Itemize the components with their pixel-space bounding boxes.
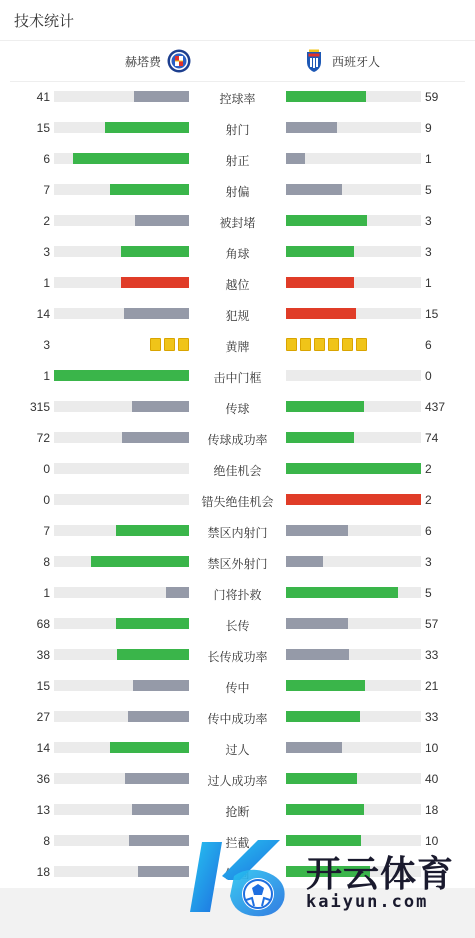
away-value: 74	[425, 431, 439, 445]
yellow-card-icon	[328, 338, 339, 351]
away-value: 5	[425, 183, 432, 197]
stat-row	[0, 670, 475, 701]
stats-header	[0, 0, 475, 41]
away-bar-track	[286, 184, 421, 195]
away-value: 5	[425, 586, 432, 600]
home-value: 0	[43, 493, 50, 507]
home-value: 8	[43, 555, 50, 569]
yellow-card-icon	[286, 338, 297, 351]
away-bar-track	[286, 804, 421, 815]
home-bar-track	[54, 122, 189, 133]
away-value: 33	[425, 648, 439, 662]
away-yellow-cards	[286, 338, 367, 351]
stat-label: 过人	[225, 743, 250, 757]
stat-label: 长传成功率	[207, 650, 268, 664]
away-bar-track	[286, 277, 421, 288]
home-yellow-cards	[150, 338, 189, 351]
home-bar-track	[54, 804, 189, 815]
away-bar-fill	[286, 556, 323, 567]
away-value: 15	[425, 307, 439, 321]
home-value: 36	[36, 772, 50, 786]
away-value: 57	[425, 617, 439, 631]
away-bar-fill	[286, 649, 349, 660]
away-value: 10	[425, 741, 439, 755]
home-bar-fill	[105, 122, 189, 133]
stat-label: 传球	[225, 402, 250, 416]
stat-row	[0, 329, 475, 360]
home-bar-fill	[128, 711, 189, 722]
stat-label: 错失绝佳机会	[201, 495, 274, 509]
home-bar-track	[54, 773, 189, 784]
teams-row	[10, 41, 465, 82]
home-bar-track	[54, 401, 189, 412]
away-value: 40	[425, 772, 439, 786]
stat-row	[0, 484, 475, 515]
yellow-card-icon	[178, 338, 189, 351]
home-value: 1	[43, 586, 50, 600]
away-bar-track	[286, 308, 421, 319]
home-bar-fill	[73, 153, 189, 164]
home-bar-track	[54, 680, 189, 691]
yellow-card-icon	[150, 338, 161, 351]
away-value: 10	[425, 834, 439, 848]
stat-row	[0, 577, 475, 608]
home-bar-fill	[121, 277, 189, 288]
away-bar-fill	[286, 804, 364, 815]
home-bar-fill	[110, 184, 189, 195]
home-bar-track	[54, 649, 189, 660]
home-bar-fill	[138, 866, 189, 877]
home-bar-track	[54, 246, 189, 257]
stat-label: 长传	[225, 619, 250, 633]
away-value: 21	[425, 679, 439, 693]
stat-row	[0, 205, 475, 236]
kaiyun-k-logo-icon	[188, 836, 298, 920]
away-bar-fill	[286, 494, 421, 505]
away-bar-fill	[286, 246, 354, 257]
away-value: 1	[425, 152, 432, 166]
home-bar-track	[54, 91, 189, 102]
yellow-card-icon	[314, 338, 325, 351]
home-bar-track	[54, 494, 189, 505]
away-bar-track	[286, 122, 421, 133]
home-value: 38	[36, 648, 50, 662]
home-bar-track	[54, 711, 189, 722]
home-value: 3	[43, 245, 50, 259]
home-value: 15	[36, 679, 50, 693]
away-bar-fill	[286, 215, 367, 226]
away-bar-track	[286, 432, 421, 443]
stat-row	[0, 794, 475, 825]
away-bar-fill	[286, 463, 421, 474]
home-bar-fill	[135, 215, 189, 226]
away-bar-fill	[286, 153, 305, 164]
away-value: 3	[425, 555, 432, 569]
stat-label: 禁区外射门	[207, 557, 268, 571]
away-bar-fill	[286, 525, 348, 536]
stat-label: 抢断	[225, 805, 250, 819]
away-bar-fill	[286, 277, 354, 288]
away-bar-fill	[286, 587, 398, 598]
home-value: 27	[36, 710, 50, 724]
home-value: 1	[43, 276, 50, 290]
stat-row	[0, 515, 475, 546]
stat-label: 传球成功率	[207, 433, 268, 447]
stat-row	[0, 81, 475, 112]
stat-label: 拦截	[225, 836, 250, 850]
stat-row	[0, 453, 475, 484]
away-bar-track	[286, 587, 421, 598]
home-bar-track	[54, 556, 189, 567]
home-value: 41	[36, 90, 50, 104]
stat-row	[0, 174, 475, 205]
home-bar-track	[54, 525, 189, 536]
stat-label: 射门	[225, 123, 250, 137]
away-bar-track	[286, 556, 421, 567]
home-bar-track	[54, 432, 189, 443]
home-value: 14	[36, 741, 50, 755]
home-value: 18	[36, 865, 50, 879]
stat-row	[0, 639, 475, 670]
home-value: 2	[43, 214, 50, 228]
away-bar-fill	[286, 680, 365, 691]
away-value: 2	[425, 462, 432, 476]
stat-row	[0, 236, 475, 267]
home-value: 14	[36, 307, 50, 321]
home-value: 8	[43, 834, 50, 848]
away-bar-track	[286, 773, 421, 784]
home-bar-track	[54, 463, 189, 474]
home-value: 72	[36, 431, 50, 445]
home-bar-track	[54, 835, 189, 846]
away-bar-track	[286, 680, 421, 691]
away-value: 2	[425, 493, 432, 507]
espanyol-crest-icon	[302, 49, 326, 73]
stats-list	[0, 81, 475, 887]
away-value: 33	[425, 710, 439, 724]
away-bar-fill	[286, 184, 342, 195]
stat-label: 过人成功率	[207, 774, 268, 788]
home-value: 15	[36, 121, 50, 135]
home-value: 68	[36, 617, 50, 631]
away-value: 6	[425, 524, 432, 538]
away-bar-track	[286, 463, 421, 474]
getafe-crest-icon	[167, 49, 191, 73]
stat-row	[0, 112, 475, 143]
away-team	[302, 49, 380, 73]
home-bar-fill	[132, 804, 189, 815]
away-value: 3	[425, 214, 432, 228]
home-bar-fill	[116, 618, 189, 629]
stat-label: 射正	[225, 154, 250, 168]
home-bar-fill	[134, 91, 189, 102]
stat-row	[0, 422, 475, 453]
home-bar-track	[54, 370, 189, 381]
stat-label: 传中	[225, 681, 250, 695]
away-team-name: 西班牙人	[332, 54, 381, 69]
away-bar-fill	[286, 711, 360, 722]
brand-name: 开云体育	[306, 854, 455, 895]
home-bar-track	[54, 184, 189, 195]
stat-label: 传中成功率	[207, 712, 268, 726]
away-bar-track	[286, 401, 421, 412]
away-value: 18	[425, 803, 439, 817]
home-bar-fill	[166, 587, 189, 598]
home-bar-track	[54, 618, 189, 629]
home-bar-track	[54, 866, 189, 877]
away-value: 1	[425, 276, 432, 290]
home-value: 1	[43, 369, 50, 383]
stat-label: 击中门框	[213, 371, 262, 385]
home-bar-fill	[116, 525, 189, 536]
yellow-card-icon	[164, 338, 175, 351]
home-bar-fill	[129, 835, 189, 846]
home-value: 13	[36, 803, 50, 817]
stat-label: 控球率	[219, 92, 256, 106]
home-bar-track	[54, 153, 189, 164]
stat-label: 犯规	[225, 309, 250, 323]
away-bar-fill	[286, 618, 348, 629]
home-bar-fill	[110, 742, 189, 753]
stat-row	[0, 298, 475, 329]
away-value: 3	[425, 245, 432, 259]
away-bar-track	[286, 742, 421, 753]
away-bar-track	[286, 370, 421, 381]
away-bar-track	[286, 91, 421, 102]
yellow-card-icon	[342, 338, 353, 351]
away-bar-fill	[286, 773, 357, 784]
away-bar-track	[286, 525, 421, 536]
stat-row	[0, 763, 475, 794]
home-team-name: 赫塔费	[125, 54, 162, 69]
home-team	[125, 49, 191, 73]
stat-row	[0, 608, 475, 639]
away-bar-track	[286, 649, 421, 660]
stat-label: 被封堵	[219, 216, 256, 230]
stat-row	[0, 732, 475, 763]
home-bar-fill	[132, 401, 189, 412]
home-bar-fill	[133, 680, 189, 691]
stat-row	[0, 360, 475, 391]
home-value: 7	[43, 524, 50, 538]
brand-url: kaiyun.com	[306, 892, 429, 912]
home-value: 6	[43, 152, 50, 166]
page-title: 技术统计	[14, 12, 75, 30]
yellow-card-icon	[356, 338, 367, 351]
home-bar-track	[54, 215, 189, 226]
away-bar-fill	[286, 122, 337, 133]
away-bar-fill	[286, 401, 364, 412]
away-value: 437	[425, 400, 446, 414]
home-bar-fill	[122, 432, 189, 443]
away-bar-fill	[286, 91, 366, 102]
away-value: 9	[425, 121, 432, 135]
away-bar-fill	[286, 432, 354, 443]
away-value: 6	[425, 338, 432, 352]
stat-row	[0, 391, 475, 422]
home-value: 315	[29, 400, 50, 414]
away-bar-track	[286, 711, 421, 722]
away-value: 0	[425, 369, 432, 383]
stat-label: 门将扑救	[213, 588, 262, 602]
home-value: 7	[43, 183, 50, 197]
home-bar-track	[54, 587, 189, 598]
home-value: 0	[43, 462, 50, 476]
home-bar-fill	[54, 370, 189, 381]
stat-label: 角球	[225, 247, 250, 261]
home-bar-track	[54, 742, 189, 753]
home-bar-fill	[121, 246, 189, 257]
home-bar-fill	[117, 649, 189, 660]
away-bar-track	[286, 246, 421, 257]
away-bar-track	[286, 153, 421, 164]
stat-row	[0, 546, 475, 577]
home-bar-track	[54, 308, 189, 319]
away-bar-fill	[286, 308, 356, 319]
home-bar-track	[54, 277, 189, 288]
stat-row	[0, 267, 475, 298]
stat-row	[0, 143, 475, 174]
brand-watermark	[188, 836, 473, 920]
stat-label: 射偏	[225, 185, 250, 199]
stat-row	[0, 701, 475, 732]
home-bar-fill	[124, 308, 189, 319]
away-value: 59	[425, 90, 439, 104]
stat-label: 禁区内射门	[207, 526, 268, 540]
home-bar-fill	[91, 556, 189, 567]
away-bar-track	[286, 215, 421, 226]
yellow-card-icon	[300, 338, 311, 351]
home-value: 3	[43, 338, 50, 352]
away-bar-track	[286, 618, 421, 629]
away-bar-track	[286, 494, 421, 505]
away-bar-fill	[286, 742, 342, 753]
home-bar-fill	[125, 773, 189, 784]
stat-label: 越位	[225, 278, 250, 292]
stat-label: 绝佳机会	[213, 464, 262, 478]
stat-label: 黄牌	[225, 340, 250, 354]
